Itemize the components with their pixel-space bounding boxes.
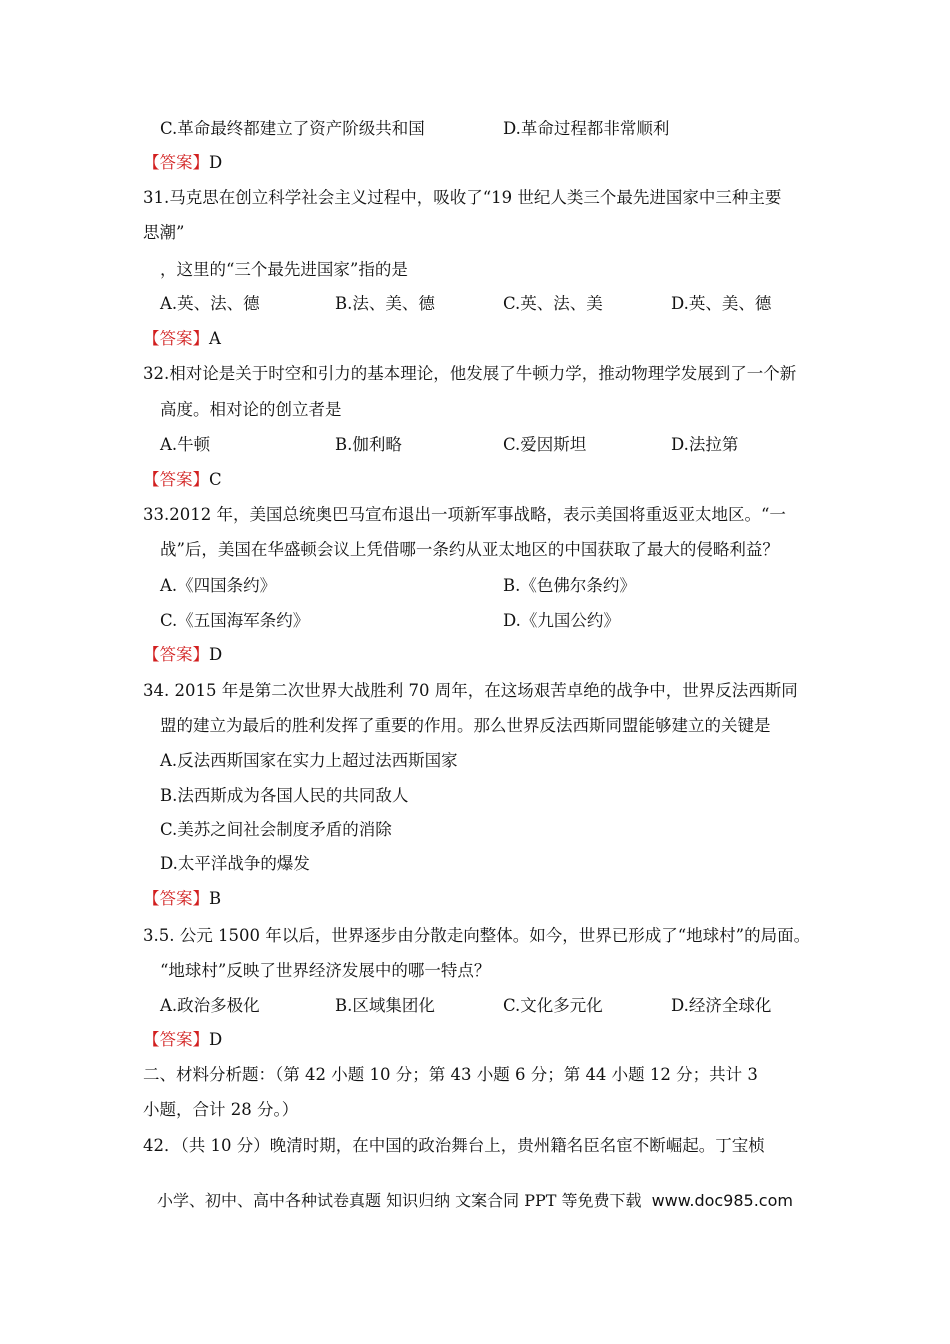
- q32-stem-line-2: 高度。相对论的创立者是: [160, 400, 342, 419]
- footer-url: www.doc985.com: [651, 1191, 793, 1210]
- page-footer: [0, 1190, 950, 1212]
- q33-stem-line-2: 战”后，美国在华盛顿会议上凭借哪一条约从亚太地区的中国获取了最大的侵略利益？: [160, 540, 779, 559]
- q32-option-a: A.牛顿: [160, 435, 211, 454]
- q34-option-b: B.法西斯成为各国人民的共同敌人: [160, 786, 409, 805]
- q34-option-a: A.反法西斯国家在实力上超过法西斯国家: [160, 751, 458, 770]
- answer-value: D: [209, 1030, 223, 1049]
- q30-option-c: C.革命最终都建立了资产阶级共和国: [160, 119, 425, 138]
- q34-option-c: C.美苏之间社会制度矛盾的消除: [160, 820, 392, 839]
- answer-value: C: [209, 470, 222, 489]
- q34-answer: [143, 888, 221, 910]
- q35-option-a: A.政治多极化: [160, 996, 260, 1015]
- answer-value: A: [209, 329, 221, 348]
- section-heading-line-2: 小题，合计 28 分。）: [143, 1100, 299, 1119]
- answer-label: 【答案】: [143, 1030, 209, 1049]
- answer-value: D: [209, 645, 223, 664]
- q31-option-d: D.英、美、德: [671, 294, 772, 313]
- q35-option-d: D.经济全球化: [671, 996, 772, 1015]
- q31-stem-line-2: 思潮”: [143, 223, 185, 242]
- q31-stem-line-3: ，这里的“三个最先进国家”指的是: [160, 260, 408, 279]
- q32-answer: [143, 469, 222, 491]
- q35-option-c: C.文化多元化: [503, 996, 603, 1015]
- q35-option-b: B.区域集团化: [335, 996, 435, 1015]
- answer-label: 【答案】: [143, 470, 209, 489]
- q31-option-c: C.英、法、美: [503, 294, 603, 313]
- q33-option-c: C.《五国海军条约》: [160, 611, 310, 630]
- q35-stem-line-2: “地球村”反映了世界经济发展中的哪一特点？: [160, 961, 491, 980]
- q33-answer: [143, 644, 222, 666]
- q33-option-a: A.《四国条约》: [160, 576, 277, 595]
- q35-answer: [143, 1029, 222, 1051]
- q35-stem-line-1: 3.5. 公元 1500 年以后，世界逐步由分散走向整体。如今，世界已形成了“地球村”的局面。: [143, 926, 811, 945]
- answer-label: 【答案】: [143, 329, 209, 348]
- q34-stem-line-1: 34. 2015 年是第二次世界大战胜利 70 周年，在这场艰苦卓绝的战争中，世界反法西斯同: [143, 681, 798, 700]
- answer-label: 【答案】: [143, 645, 209, 664]
- q33-stem-line-1: 33.2012 年，美国总统奥巴马宣布退出一项新军事战略，表示美国将重返亚太地区。“一: [143, 505, 786, 524]
- q33-option-b: B.《色佛尔条约》: [503, 576, 636, 595]
- answer-label: 【答案】: [143, 889, 209, 908]
- answer-value: B: [209, 889, 222, 908]
- q31-option-b: B.法、美、德: [335, 294, 435, 313]
- answer-value: D: [209, 153, 223, 172]
- q31-stem-line-1: 31.马克思在创立科学社会主义过程中，吸收了“19 世纪人类三个最先进国家中三种主要: [143, 188, 782, 207]
- q32-stem-line-1: 32.相对论是关于时空和引力的基本理论，他发展了牛顿力学，推动物理学发展到了一个新: [143, 364, 797, 383]
- q31-option-a: A.英、法、德: [160, 294, 260, 313]
- q42-stem-line-1: 42．（共 10 分）晚清时期，在中国的政治舞台上，贵州籍名臣名宦不断崛起。丁宝桢: [143, 1136, 765, 1155]
- q34-stem-line-2: 盟的建立为最后的胜利发挥了重要的作用。那么世界反法西斯同盟能够建立的关键是: [160, 716, 771, 735]
- q31-answer: [143, 328, 221, 350]
- q32-option-c: C.爱因斯坦: [503, 435, 587, 454]
- q32-option-d: D.法拉第: [671, 435, 739, 454]
- q30-option-d: D.革命过程都非常顺利: [503, 119, 670, 138]
- section-heading-line-1: 二、材料分析题：（第 42 小题 10 分；第 43 小题 6 分；第 44 小题 12 分；共计 3: [143, 1065, 758, 1084]
- q34-option-d: D.太平洋战争的爆发: [160, 854, 310, 873]
- q30-answer: [143, 152, 222, 174]
- q32-option-b: B.伽利略: [335, 435, 402, 454]
- answer-label: 【答案】: [143, 153, 209, 172]
- q33-option-d: D.《九国公约》: [503, 611, 620, 630]
- footer-text: 小学、初中、高中各种试卷真题 知识归纳 文案合同 PPT 等免费下载: [157, 1191, 642, 1210]
